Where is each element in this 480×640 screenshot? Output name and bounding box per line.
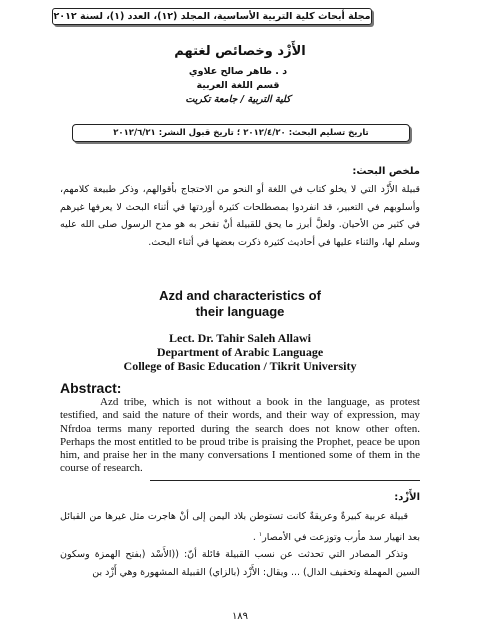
- journal-header-text: مجلة أبحاث كلية التربية الأساسية، المجلد (١٢)، العدد (١)، لسنة ٢٠١٢: [53, 11, 371, 22]
- english-title-line1: Azd and characteristics of: [159, 288, 321, 303]
- body-paragraph-1: قبيلة عربية كبيرةٌ وعريقةٌ كانت تستوطن بلاد اليمن إلى أنْ هاجرت مثل غيرها من القبائل بعد انهيار سد مأرب وتوزعت في الأمصار$^١$ .: [60, 511, 420, 543]
- journal-header: [52, 8, 372, 25]
- english-title: [0, 288, 480, 320]
- section-divider: [150, 480, 420, 481]
- body-paragraph-1-text: قبيلة عربية كبيرةٌ وعريقةٌ كانت تستوطن بلاد اليمن إلى أنْ هاجرت مثل غيرها من القبائل بعد انهيار سد مأرب وتوزعت في الأمصار: [60, 511, 420, 543]
- english-author-department: Department of Arabic Language: [156, 345, 324, 359]
- footnote-marker[interactable]: ١: [258, 530, 263, 538]
- arabic-abstract-text: قبيلة الأَزْد التي لا يخلو كتاب في اللغة أو النحو من الاحتجاج بأقوالهم، وذكر طبيعة كلامهم، وأسلوبهم في التعبير، قد انفردوا بمصطلحات كثيرة أوردتها في أثناء البحث لا يعرفها غيرهم في كثير من الأحيان. ولعلَّ أبرز ما يحق للقبيلة أنْ تفخر به هو مدح الرسول صلى الله عليه وسلم لها، والثناء عليها في أحاديث كثيرة ذكرت بعضها في أثناء البحث.: [60, 184, 420, 248]
- submission-dates-box: [72, 124, 410, 142]
- english-title-line2: their language: [195, 304, 285, 319]
- arabic-author-block: [168, 65, 308, 107]
- arabic-abstract-heading: ملخص البحث:: [352, 166, 420, 177]
- submission-dates-text: تاريخ تسليم البحث: ٢٠١٢/٤/٢٠ ؛ تاريخ قبول النشر: ٢٠١٢/٦/٢١: [113, 128, 369, 138]
- english-abstract-text: Azd tribe, which is not without a book in the language, as protest testified, and said the nature of their words, and their way of expression, may Nfrdoa terms many reported during the search does not know other often. Perhaps the most entitled to be proud tribe is praising the Prophet, peace be upon him, and praise her in the many conversations I mentioned some of them in the course of research.: [60, 396, 420, 475]
- arabic-author-college: كلية التربية / جامعة تكريت: [185, 94, 291, 105]
- english-author-name: Lect. Dr. Tahir Saleh Allawi: [168, 331, 312, 345]
- english-author-college: College of Basic Education / Tikrit University: [123, 359, 357, 373]
- english-abstract-heading: Abstract:: [60, 380, 122, 396]
- english-author-block: [0, 331, 480, 373]
- arabic-title: الأَزْد وخصائص لغتهم: [174, 44, 306, 59]
- body-paragraph-2: وتذكر المصادر التي تحدثت عن نسب القبيلة قائلة أنّ: ((الأَسْد (بفتح الهمزة وسكون السين المهملة وتخفيف الدال) ... ويقال: الأَزْد (بالزاي) القبيلة المشهورة وهي أَزْد بن: [60, 549, 420, 578]
- body-section-heading: الأَزْد:: [394, 492, 420, 503]
- page-number: ١٨٩: [231, 611, 249, 622]
- arabic-author-name: د . طاهر صالح علاوي: [188, 66, 288, 77]
- arabic-author-department: قسم اللغة العربية: [196, 80, 280, 91]
